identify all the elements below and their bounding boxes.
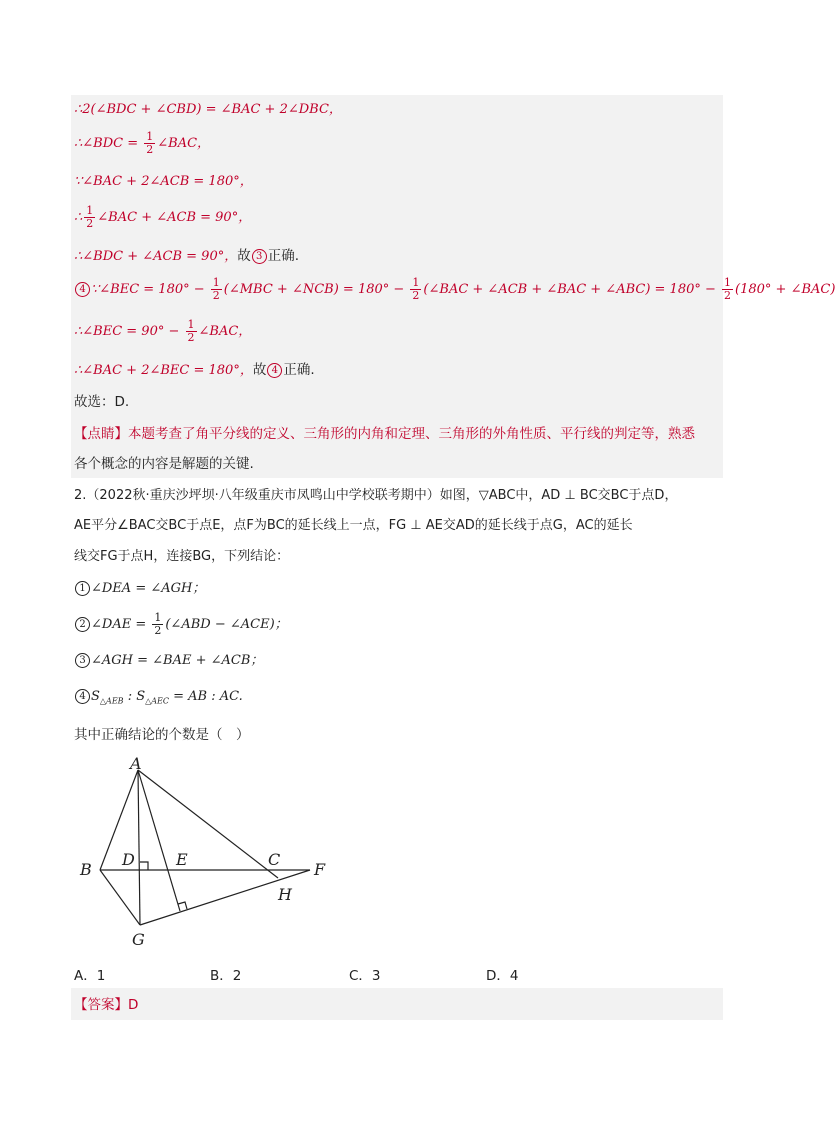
option-a[interactable]: A．1 — [74, 968, 106, 984]
solution-line-4: ∴ $\frac{1}{2}$ ∠BAC + ∠ACB = 90°， — [74, 204, 252, 230]
question-line-1: 2.（2022秋·重庆沙坪坝·八年级重庆市凤鸣山中学校联考期中）如图，▽ABC中，AD ⊥ BC交BC于点D， — [74, 488, 678, 503]
label-c: C — [268, 850, 281, 869]
answer-block — [71, 988, 723, 1020]
solution-line-3: ∵∠BAC + 2∠ACB = 180°， — [74, 174, 253, 189]
question-line-2: AE平分∠BAC交BC于点E，点F为BC的延长线上一点，FG ⊥ AE交AD的延长线于点G，AC的延长 — [74, 518, 633, 533]
label-d: D — [122, 850, 135, 869]
solution-comment-line-2: 各个概念的内容是解题的关键. — [74, 456, 254, 472]
label-a: A — [130, 754, 142, 773]
solution-line-2: ∴∠BDC = $\frac{1}{2}$ ∠BAC， — [74, 130, 211, 156]
segment-ag — [138, 770, 140, 925]
label-h: H — [278, 885, 292, 904]
conclusion-3: 3 ∠AGH = ∠BAE + ∠ACB； — [74, 652, 263, 670]
label-g: G — [132, 930, 145, 949]
solution-line-5: ∴∠BDC + ∠ACB = 90°，故 3 正确. — [74, 248, 300, 264]
conclusion-2: 2 ∠DAE = $\frac{1}{2}$ (∠ABD − ∠ACE)； — [74, 612, 288, 637]
option-b[interactable]: B．2 — [210, 968, 242, 984]
question-prompt: 其中正确结论的个数是（ ） — [74, 727, 250, 743]
solution-line-6: 4 ∵∠BEC = 180° − $\frac{1}{2}$ (∠MBC + ∠NCB) = 180° − $\frac{1}{2}$ (∠BAC + ∠ACB + ∠BAC + ∠ABC) = 180° − $\frac{1}{2}$ (180° + ∠BAC) — [74, 277, 835, 302]
solution-line-1: ∴2(∠BDC + ∠CBD) = ∠BAC + 2∠DBC， — [74, 102, 342, 117]
segment-bg — [100, 870, 140, 925]
option-d[interactable]: D．4 — [486, 968, 519, 984]
option-c[interactable]: C．3 — [349, 968, 381, 984]
geometry-figure — [70, 755, 350, 950]
solution-comment-line-1: 【点睛】本题考查了角平分线的定义、三角形的内角和定理、三角形的外角性质、平行线的判定等，熟悉 — [74, 426, 695, 442]
solution-line-7: ∴∠BEC = 90° − $\frac{1}{2}$ ∠BAC， — [74, 318, 252, 344]
segment-ae — [138, 770, 180, 911]
segment-ac — [138, 770, 281, 878]
solution-choice: 故选：D. — [74, 394, 130, 410]
answer-line: 【答案】D — [74, 997, 139, 1013]
label-e: E — [176, 850, 188, 869]
label-f: F — [314, 860, 326, 879]
right-angle-d — [140, 862, 148, 870]
conclusion-4: 4 $S_{\triangle AEB}$ : $S_{\triangle AEC}$ = AB : AC. — [74, 688, 243, 711]
question-line-3: 线交FG于点H，连接BG，下列结论： — [74, 549, 290, 564]
solution-line-8: ∴∠BAC + 2∠BEC = 180°，故 4 正确. — [74, 362, 315, 378]
conclusion-1: 1 ∠DEA = ∠AGH； — [74, 580, 205, 598]
label-b: B — [80, 860, 92, 879]
